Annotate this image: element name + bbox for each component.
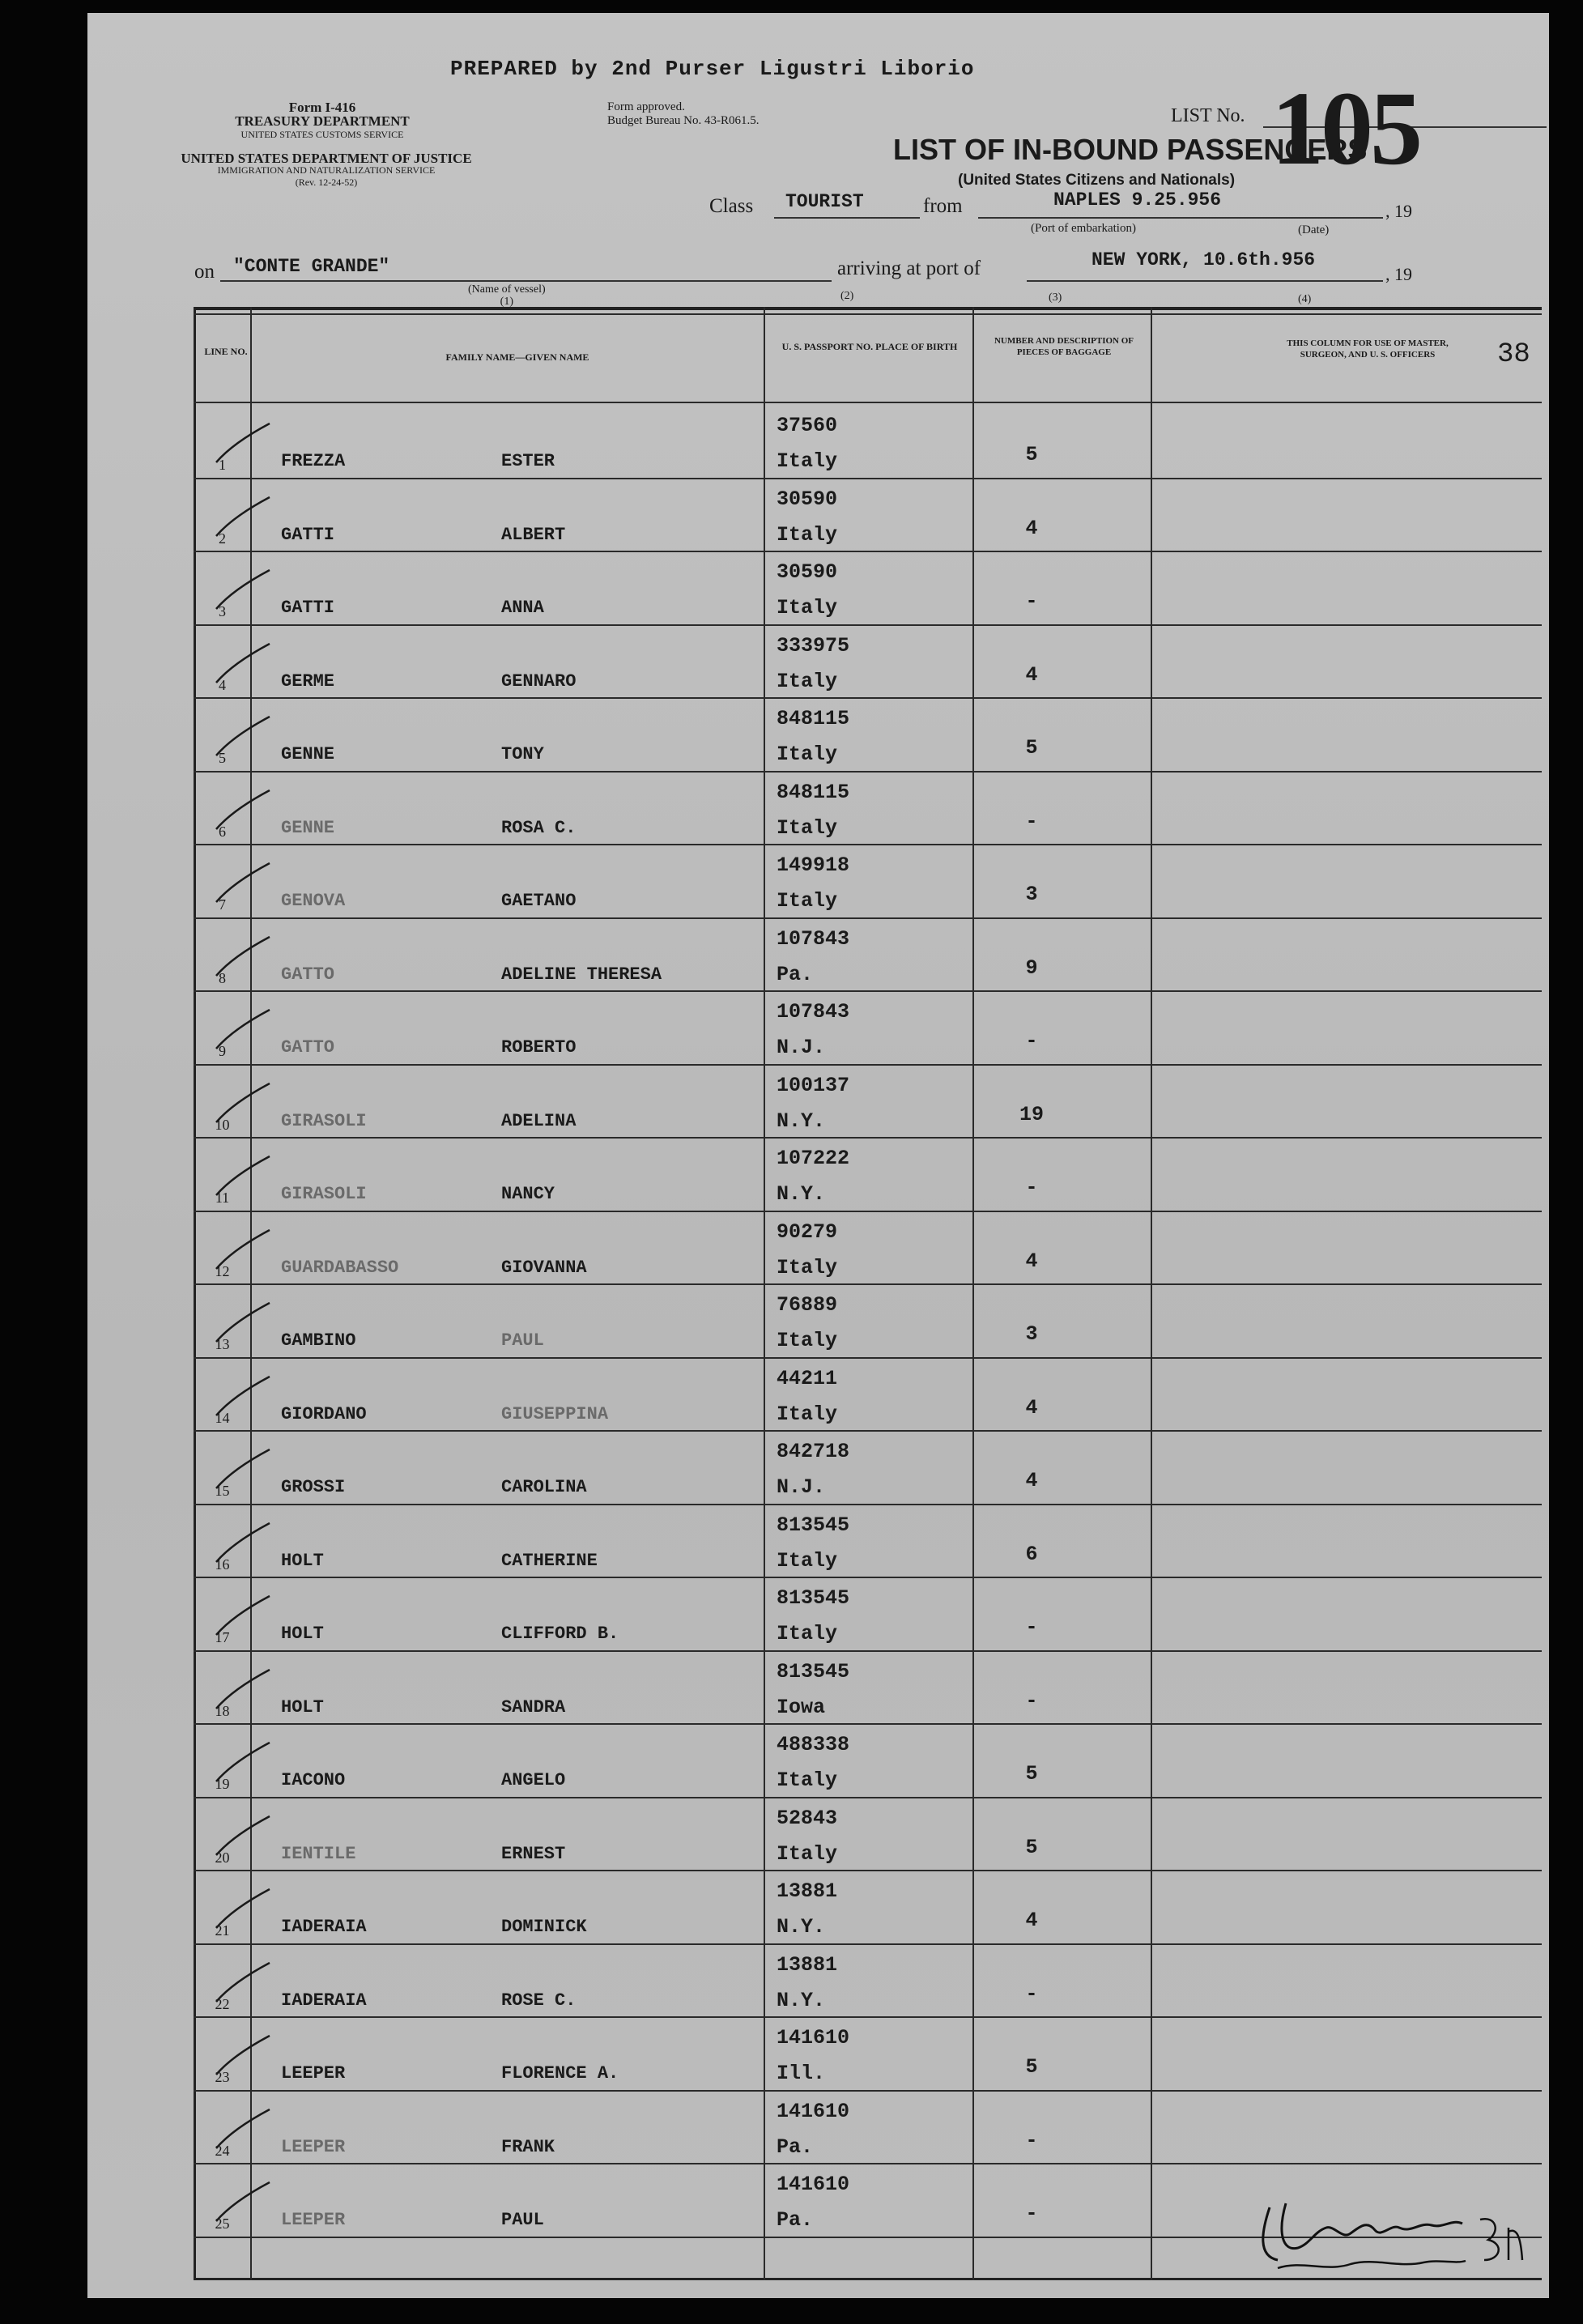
passport-number: 37560 (777, 414, 838, 437)
family-name: GIRASOLI (281, 1110, 367, 1131)
table-row (194, 1137, 1542, 1210)
check-mark-icon (210, 1227, 274, 1274)
line-number: 12 (215, 1262, 230, 1279)
header-top-rule (194, 313, 1542, 315)
table-row (194, 1870, 1542, 1943)
family-name: HOLT (281, 1624, 324, 1644)
passport-number: 488338 (777, 1733, 850, 1756)
family-name: GIRASOLI (281, 1184, 367, 1204)
place-of-birth: N.J. (777, 1036, 826, 1059)
family-name: GATTO (281, 964, 335, 985)
table-row (194, 844, 1542, 917)
family-name: GATTI (281, 598, 335, 618)
passport-number: 141610 (777, 2099, 850, 2123)
table-row (194, 990, 1542, 1063)
table-row (194, 1064, 1542, 1137)
line-number: 2 (219, 530, 226, 547)
header-passport: U. S. PASSPORT NO. PLACE OF BIRTH (781, 341, 958, 352)
family-name: LEEPER (281, 2136, 346, 2157)
check-mark-icon (210, 420, 274, 467)
baggage-count: - (1025, 1981, 1038, 2006)
vessel-label-text: (Name of vessel) (468, 283, 546, 296)
class-underline (774, 217, 920, 219)
date-label: (Date) (1298, 223, 1330, 236)
line-number: 8 (219, 969, 226, 986)
baggage-count: 4 (1025, 516, 1038, 540)
baggage-count: - (1025, 2128, 1038, 2152)
passport-number: 76889 (777, 1293, 838, 1317)
col3-number: (3) (1049, 292, 1062, 304)
place-of-birth: Pa. (777, 962, 814, 986)
passport-number: 13881 (777, 1879, 838, 1903)
place-of-birth: Italy (777, 669, 838, 693)
given-name: DOMINICK (501, 1917, 587, 1937)
baggage-count: - (1025, 1688, 1038, 1713)
justice-block (177, 152, 476, 189)
passport-number: 107843 (777, 1000, 850, 1024)
check-mark-icon (210, 1153, 274, 1200)
given-name: ANNA (501, 598, 544, 618)
given-name: GIUSEPPINA (501, 1403, 609, 1424)
passport-number: 813545 (777, 1659, 850, 1683)
check-mark-icon (210, 1007, 274, 1053)
baggage-count: 9 (1025, 956, 1038, 980)
justice-dept: UNITED STATES DEPARTMENT OF JUSTICE (181, 151, 472, 166)
passport-number: 52843 (777, 1806, 838, 1830)
check-mark-icon (210, 1593, 274, 1640)
form-subtitle: (United States Citizens and Nationals) (958, 172, 1236, 189)
place-of-birth: Italy (777, 1402, 838, 1426)
family-name: GATTO (281, 1037, 335, 1058)
place-of-birth: Italy (777, 743, 838, 766)
family-name: LEEPER (281, 2210, 346, 2230)
table-row (194, 1650, 1542, 1723)
table-row (194, 478, 1542, 551)
passport-number: 848115 (777, 707, 850, 730)
place-of-birth: N.Y. (777, 1988, 826, 2012)
given-name: CATHERINE (501, 1550, 598, 1571)
baggage-count: 4 (1025, 1249, 1038, 1273)
line-number: 14 (215, 1409, 230, 1426)
place-of-birth: Italy (777, 1622, 838, 1645)
passport-number: 44211 (777, 1366, 838, 1390)
table-row (194, 771, 1542, 844)
passport-number: 141610 (777, 2026, 850, 2049)
col1-number: (1) (500, 296, 513, 308)
passport-number: 107843 (777, 926, 850, 951)
given-name: PAUL (501, 1330, 544, 1351)
from-label: from (923, 195, 963, 217)
arriving-label: arriving at port of (837, 258, 981, 279)
form-rev: (Rev. 12-24-52) (295, 177, 358, 188)
baggage-count: 5 (1025, 736, 1038, 760)
given-name: ERNEST (501, 1843, 566, 1864)
check-mark-icon (210, 1886, 274, 1933)
list-number: 105 (1271, 70, 1419, 187)
family-name: HOLT (281, 1696, 324, 1717)
class-label: Class (709, 195, 754, 217)
family-name: GENNE (281, 817, 335, 838)
prepared-by: PREPARED by 2nd Purser Ligustri Liborio (450, 57, 975, 81)
given-name: ROSA C. (501, 817, 577, 838)
budget-bureau: Budget Bureau No. 43-R061.5. (607, 114, 760, 127)
baggage-count: 5 (1025, 1835, 1038, 1859)
port-embarkation-label: (Port of embarkation) (1031, 222, 1136, 235)
port-underline (1027, 280, 1383, 282)
table-row (194, 1211, 1542, 1283)
line-number: 9 (219, 1043, 226, 1059)
given-name: ANGELO (501, 1770, 566, 1790)
official-note: 38 (1497, 339, 1530, 370)
given-name: CAROLINA (501, 1477, 587, 1497)
header-officers: THIS COLUMN FOR USE OF MASTER, SURGEON, AND U. S. OFFICERS (1287, 338, 1449, 360)
vessel-name: "CONTE GRANDE" (233, 256, 390, 277)
line-number: 11 (215, 1190, 230, 1206)
check-mark-icon (210, 1960, 274, 2007)
check-mark-icon (210, 494, 274, 541)
treasury-dept: TREASURY DEPARTMENT (235, 113, 410, 129)
given-name: ROSE C. (501, 1990, 577, 2011)
check-mark-icon (210, 1813, 274, 1860)
given-name: ADELINE THERESA (501, 964, 662, 985)
form-title: LIST OF IN-BOUND PASSENGERS (893, 133, 1368, 166)
approval-block (607, 100, 759, 128)
check-mark-icon (210, 641, 274, 687)
given-name: NANCY (501, 1184, 555, 1204)
officer-signature (1253, 2183, 1529, 2280)
passport-number: 842718 (777, 1440, 850, 1463)
given-name: ALBERT (501, 524, 566, 545)
table-row (194, 917, 1542, 990)
passport-number: 149918 (777, 853, 850, 877)
family-name: GIORDANO (281, 1403, 367, 1424)
table-row (194, 2016, 1542, 2089)
line-number: 25 (215, 2215, 230, 2232)
place-of-birth: Italy (777, 1255, 838, 1279)
table-row (194, 1943, 1542, 2016)
place-of-birth: Italy (777, 815, 838, 840)
line-number: 15 (215, 1483, 230, 1499)
year-suffix-2: , 19 (1385, 264, 1412, 284)
passport-number: 30590 (777, 487, 838, 511)
given-name: TONY (501, 744, 544, 764)
given-name: ESTER (501, 451, 555, 471)
check-mark-icon (210, 787, 274, 834)
check-mark-icon (210, 860, 274, 907)
passport-number: 141610 (777, 2173, 850, 2196)
header-bottom-rule (194, 402, 1542, 403)
place-of-birth: N.Y. (777, 1915, 826, 1939)
line-number: 21 (215, 1922, 230, 1939)
baggage-count: 4 (1025, 1469, 1038, 1492)
given-name: FLORENCE A. (501, 2063, 619, 2084)
line-number: 18 (215, 1702, 230, 1719)
place-of-birth: Italy (777, 1769, 838, 1792)
vessel-name-label (468, 283, 546, 308)
baggage-count: 19 (1019, 1102, 1044, 1126)
check-mark-icon (210, 934, 274, 981)
place-of-birth: Italy (777, 1841, 838, 1866)
baggage-count: - (1025, 1615, 1038, 1639)
given-name: SANDRA (501, 1696, 566, 1717)
family-name: IACONO (281, 1770, 346, 1790)
table-row (194, 1283, 1542, 1356)
baggage-count: 5 (1025, 443, 1038, 466)
form-approved: Form approved. (607, 100, 685, 113)
line-number: 19 (215, 1776, 230, 1792)
line-number: 4 (219, 676, 226, 693)
check-mark-icon (210, 1080, 274, 1127)
line-number: 6 (219, 823, 226, 840)
baggage-count: - (1025, 2202, 1038, 2225)
place-of-birth: Iowa (777, 1695, 826, 1719)
family-name: GUARDABASSO (281, 1257, 399, 1278)
passport-number: 107222 (777, 1147, 850, 1170)
place-of-birth: Italy (777, 1548, 838, 1573)
place-of-birth: N.Y. (777, 1182, 826, 1206)
line-number: 24 (215, 2142, 230, 2159)
family-name: IADERAIA (281, 1990, 367, 2011)
line-number: 1 (219, 457, 226, 473)
form-id: Form I-416 (288, 100, 356, 115)
on-label: on (194, 261, 215, 283)
line-number: 22 (215, 1995, 230, 2012)
family-name: IADERAIA (281, 1917, 367, 1937)
check-mark-icon (210, 2032, 274, 2079)
family-name: LEEPER (281, 2063, 346, 2084)
baggage-count: - (1025, 1029, 1038, 1053)
table-row (194, 624, 1542, 697)
given-name: CLIFFORD B. (501, 1624, 619, 1644)
baggage-count: 5 (1025, 1762, 1038, 1786)
place-of-birth: N.Y. (777, 1109, 826, 1133)
col4-number: (4) (1298, 293, 1312, 305)
table-row (194, 1797, 1542, 1870)
col2-number: (2) (840, 290, 854, 302)
line-number: 17 (215, 1629, 230, 1645)
family-name: HOLT (281, 1550, 324, 1571)
passport-number: 90279 (777, 1219, 838, 1244)
line-number: 5 (219, 750, 226, 766)
table-row (194, 2090, 1542, 2163)
family-name: GROSSI (281, 1477, 346, 1497)
baggage-count: - (1025, 809, 1038, 833)
year-suffix-1: , 19 (1385, 201, 1412, 221)
baggage-count: - (1025, 590, 1038, 613)
baggage-count: 4 (1025, 1395, 1038, 1420)
baggage-count: 3 (1025, 883, 1038, 906)
given-name: ADELINA (501, 1110, 577, 1131)
table-row (194, 1430, 1542, 1503)
place-of-birth: Italy (777, 522, 838, 547)
line-number: 10 (215, 1116, 230, 1133)
passport-number: 848115 (777, 780, 850, 804)
place-of-birth: Italy (777, 1329, 838, 1352)
check-mark-icon (210, 2179, 274, 2226)
baggage-count: 4 (1025, 1909, 1038, 1932)
table-row (194, 1357, 1542, 1430)
family-name: FREZZA (281, 451, 346, 471)
line-number: 3 (219, 603, 226, 619)
list-no-label: LIST No. (1171, 105, 1245, 126)
passport-number: 100137 (777, 1073, 850, 1097)
line-number: 20 (215, 1849, 230, 1866)
check-mark-icon (210, 713, 274, 760)
check-mark-icon (210, 1300, 274, 1347)
passport-number: 13881 (777, 1952, 838, 1977)
family-name: GAMBINO (281, 1330, 356, 1351)
table-row (194, 1577, 1542, 1649)
header-baggage: NUMBER AND DESCRIPTION OF PIECES OF BAGGAGE (994, 336, 1134, 357)
from-underline (978, 217, 1383, 219)
family-name: GERME (281, 670, 335, 692)
passport-number: 813545 (777, 1586, 850, 1610)
place-of-birth: Italy (777, 596, 838, 619)
class-value: TOURIST (785, 191, 864, 212)
header-name: FAMILY NAME—GIVEN NAME (445, 351, 589, 363)
table-row (194, 697, 1542, 770)
line-number: 7 (219, 896, 226, 913)
line-number: 13 (215, 1336, 230, 1352)
given-name: FRANK (501, 2136, 555, 2157)
family-name: GENNE (281, 744, 335, 764)
baggage-count: 5 (1025, 2055, 1038, 2079)
place-of-birth: N.J. (777, 1475, 826, 1499)
place-of-birth: Ill. (777, 2062, 826, 2085)
line-number: 16 (215, 1556, 230, 1573)
passport-number: 30590 (777, 560, 838, 584)
check-mark-icon (210, 1520, 274, 1567)
given-name: GIOVANNA (501, 1257, 587, 1278)
line-number: 23 (215, 2069, 230, 2085)
manifest-sheet (87, 13, 1549, 2298)
given-name: PAUL (501, 2210, 544, 2230)
form-block (189, 100, 456, 142)
place-of-birth: Pa. (777, 2208, 814, 2232)
given-name: GAETANO (501, 891, 577, 911)
family-name: GENOVA (281, 891, 346, 911)
vessel-underline (220, 280, 832, 282)
family-name: GATTI (281, 524, 335, 545)
check-mark-icon (210, 1666, 274, 1713)
check-mark-icon (210, 1446, 274, 1493)
given-name: GENNARO (501, 670, 577, 692)
table-row (194, 551, 1542, 624)
passenger-table (194, 307, 1542, 2280)
baggage-count: 4 (1025, 662, 1038, 687)
place-of-birth: Italy (777, 889, 838, 913)
from-value: NAPLES 9.25.956 (1053, 189, 1222, 211)
check-mark-icon (210, 567, 274, 614)
ins-service: IMMIGRATION AND NATURALIZATION SERVICE (217, 164, 436, 176)
baggage-count: 6 (1025, 1542, 1038, 1566)
check-mark-icon (210, 1739, 274, 1786)
place-of-birth: Italy (777, 449, 838, 473)
check-mark-icon (210, 1373, 274, 1420)
passport-number: 333975 (777, 633, 850, 658)
table-row (194, 1723, 1542, 1796)
place-of-birth: Pa. (777, 2135, 814, 2159)
arrival-port: NEW YORK, 10.6th.956 (1092, 249, 1316, 270)
check-mark-icon (210, 2106, 274, 2153)
table-row (194, 1504, 1542, 1577)
baggage-count: - (1025, 1176, 1038, 1199)
header-line-no: LINE NO. (204, 346, 248, 357)
customs-service: UNITED STATES CUSTOMS SERVICE (240, 129, 404, 140)
table-row (194, 404, 1542, 477)
given-name: ROBERTO (501, 1037, 577, 1058)
family-name: IENTILE (281, 1843, 356, 1864)
baggage-count: 3 (1025, 1322, 1038, 1346)
passport-number: 813545 (777, 1513, 850, 1537)
